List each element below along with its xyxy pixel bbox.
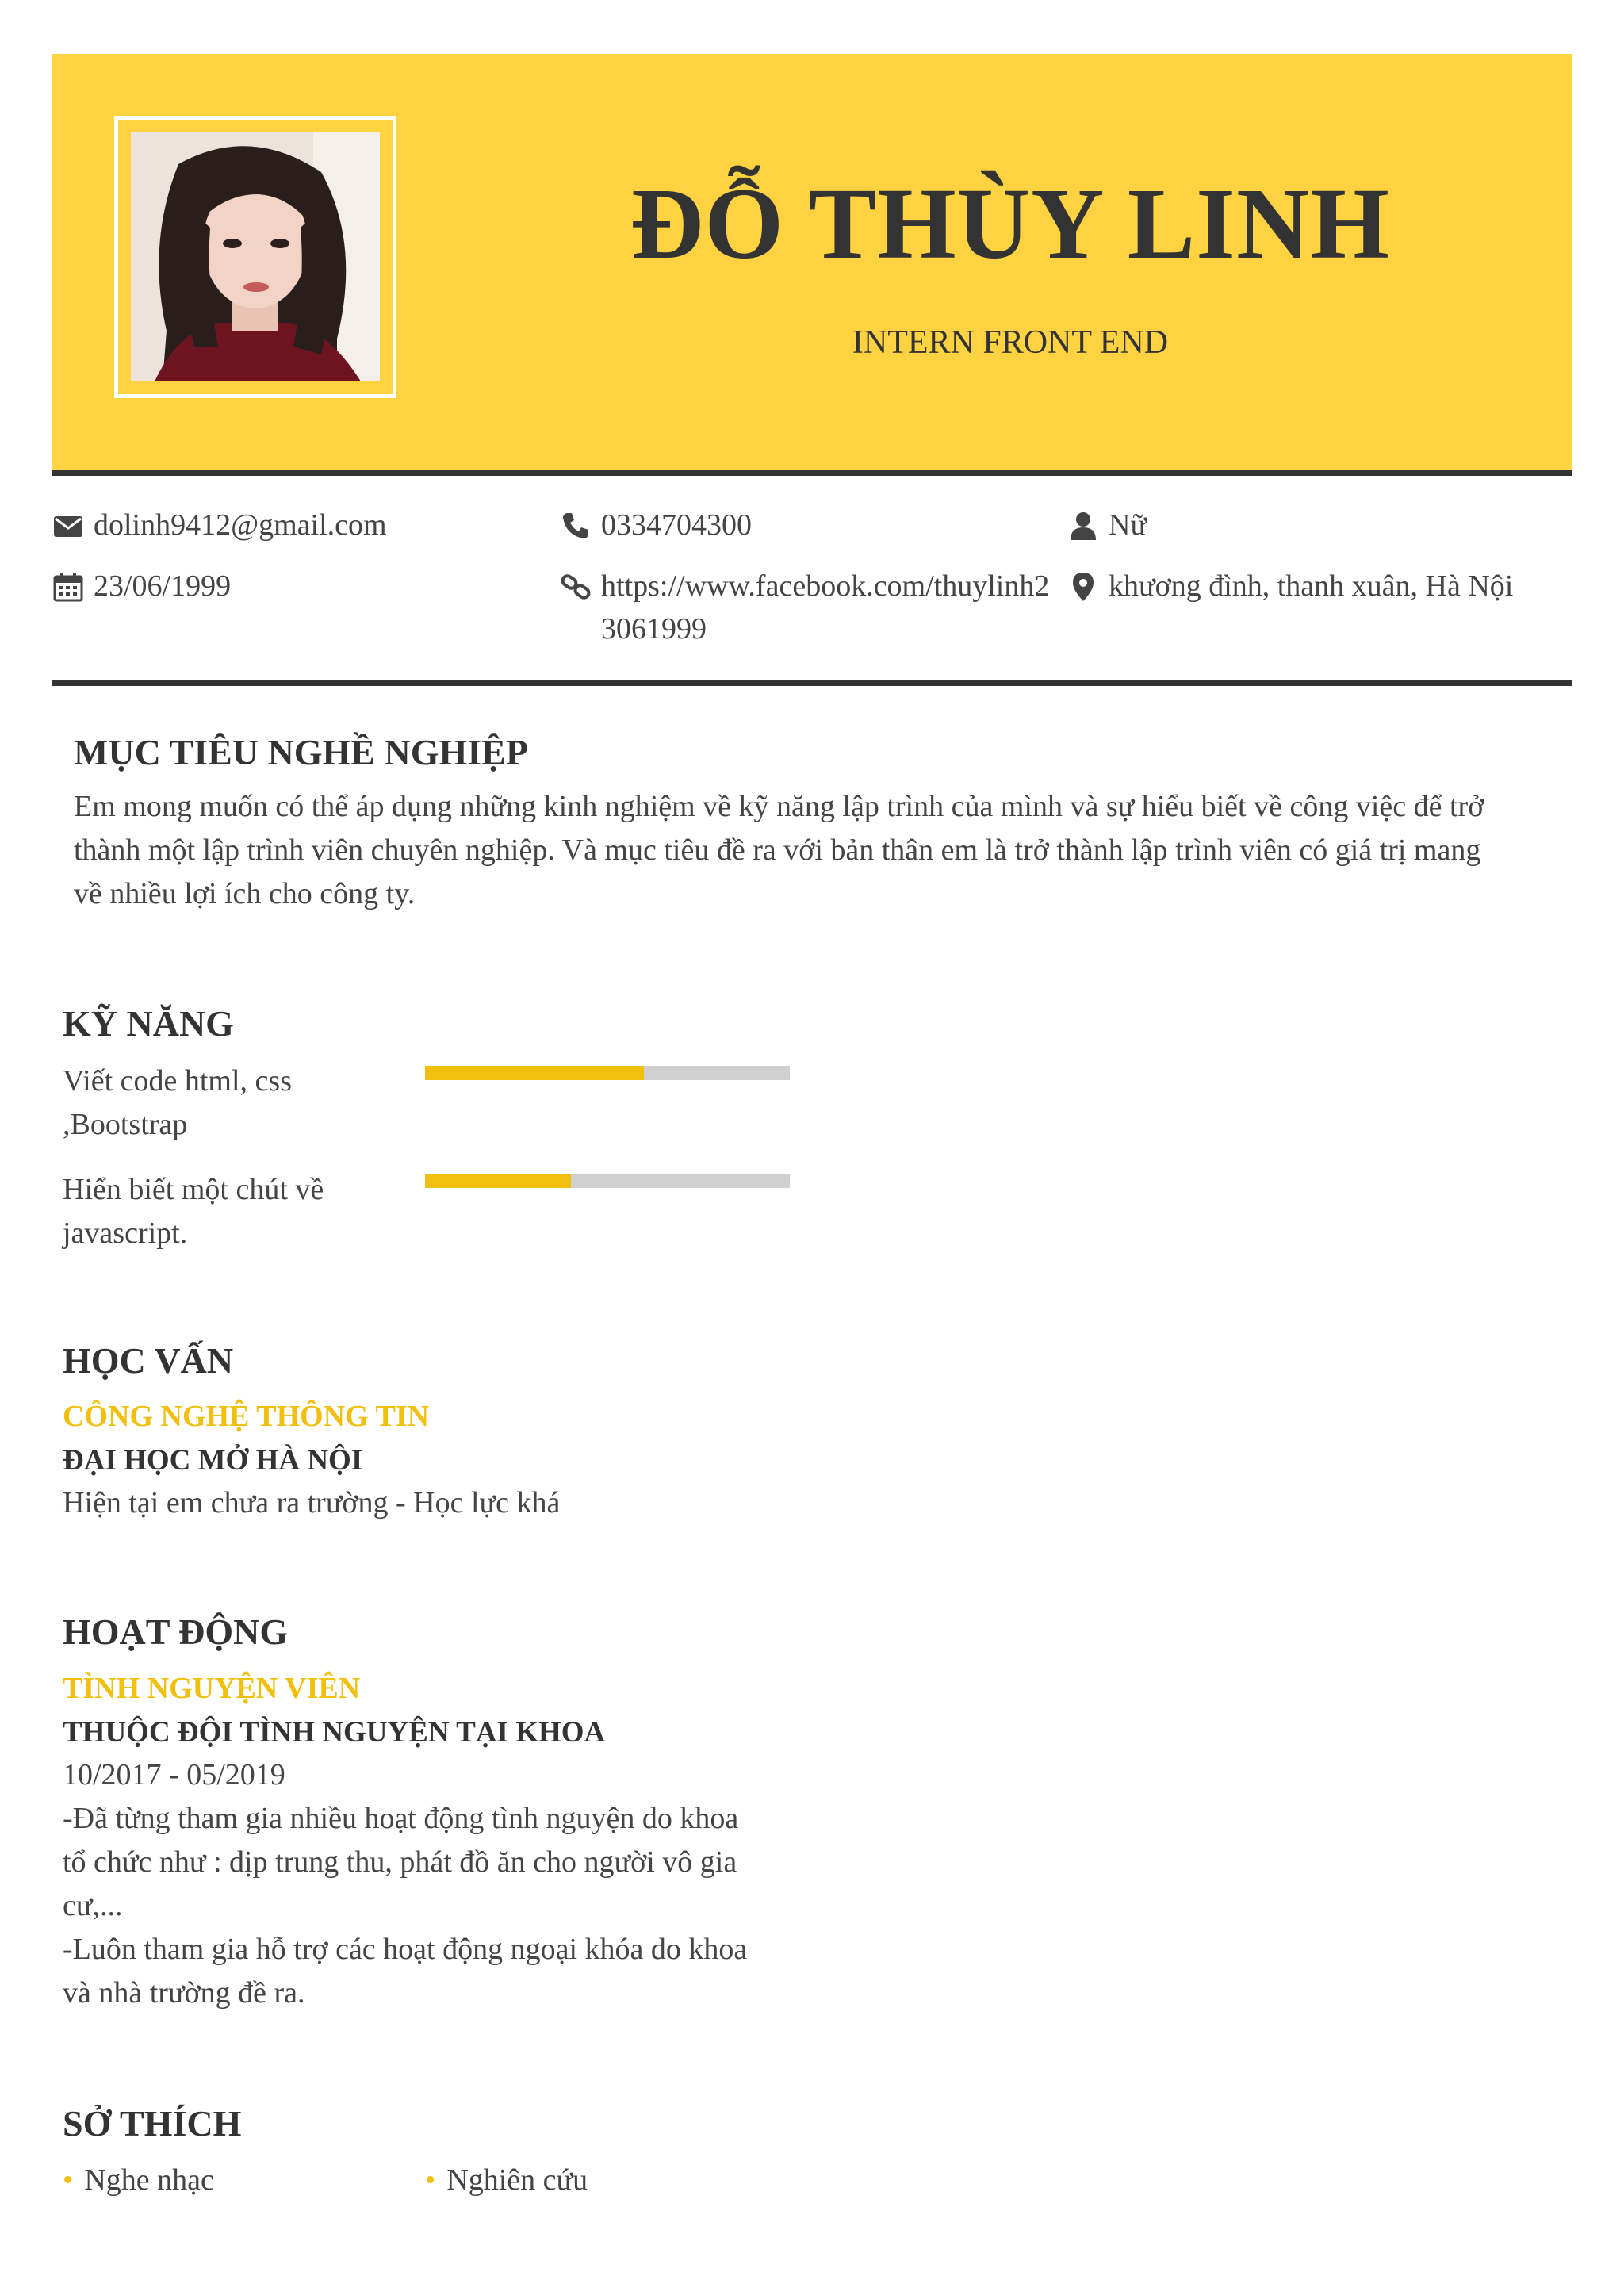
- skill-item: [63, 1168, 396, 1255]
- header-divider: [52, 470, 1572, 476]
- job-title: INTERN FRONT END: [852, 324, 1169, 361]
- activity-period: 10/2017 - 05/2019: [63, 1758, 285, 1791]
- objective-text: [74, 785, 1565, 916]
- activity-line: và nhà trường đề ra.: [63, 1976, 305, 2010]
- activity-line: -Đã từng tham gia nhiều hoạt động tình nguyện do khoa: [63, 1802, 739, 1835]
- activities-title: HOẠT ĐỘNG: [63, 1611, 289, 1652]
- objective-line: Em mong muốn có thể áp dụng những kinh nghiệm về kỹ năng lập trình của mình và sự hiểu biết về công việc để trở: [74, 790, 1484, 823]
- education-title: HỌC VẤN: [63, 1340, 234, 1381]
- objective-line: về nhiều lợi ích cho công ty.: [74, 877, 416, 910]
- skill-bar: [425, 1174, 790, 1188]
- skill-label: Hiển biết một chút về: [63, 1173, 324, 1206]
- activity-line: -Luôn tham gia hỗ trợ các hoạt động ngoại khóa do khoa: [63, 1933, 748, 1966]
- activity-org: THUỘC ĐỘI TÌNH NGUYỆN TẠI KHOA: [63, 1716, 606, 1749]
- hobby-item: [63, 2159, 214, 2201]
- hobby-label: Nghiên cứu: [446, 2163, 588, 2197]
- skill-label: Viết code html, css: [63, 1064, 292, 1098]
- candidate-name: ĐỖ THÙY LINH: [630, 167, 1390, 280]
- header-banner: [52, 54, 1572, 470]
- website-line-1[interactable]: https://www.facebook.com/thuylinh2: [601, 569, 1050, 603]
- email-text: dolinh9412@gmail.com: [94, 508, 387, 542]
- bullet-dot-icon: •: [63, 2163, 74, 2197]
- skills-title: KỸ NĂNG: [63, 1003, 234, 1044]
- education-note: Hiện tại em chưa ra trường - Học lực khá: [63, 1486, 561, 1519]
- avatar: [131, 132, 380, 381]
- education-school: ĐẠI HỌC MỞ HÀ NỘI: [63, 1444, 363, 1477]
- map-marker-icon: [1067, 571, 1099, 603]
- bullet-dot-icon: •: [425, 2163, 436, 2197]
- envelope-icon: [52, 510, 84, 542]
- contact-divider: [52, 680, 1572, 686]
- objective-line: thành một lập trình viên chuyên nghiệp. Và mục tiêu đề ra với bản thân em là trở thành lập trình viên có giá trị mang: [74, 833, 1481, 867]
- activity-line: cư,...: [63, 1889, 123, 1922]
- avatar-frame: [114, 116, 396, 398]
- hobby-item: [425, 2159, 588, 2201]
- hobby-label: Nghe nhạc: [84, 2163, 214, 2197]
- education-major: CÔNG NGHỆ THÔNG TIN: [63, 1400, 430, 1433]
- skill-label: javascript.: [63, 1217, 188, 1250]
- activity-description: [63, 1797, 824, 2015]
- skill-bar: [425, 1066, 790, 1080]
- skill-bar-fill: [425, 1066, 644, 1080]
- objective-title: MỤC TIÊU NGHỀ NGHIỆP: [74, 732, 528, 772]
- activity-role: TÌNH NGUYỆN VIÊN: [63, 1672, 361, 1705]
- hobbies-title: SỞ THÍCH: [63, 2103, 242, 2144]
- phone-text: 0334704300: [601, 508, 752, 542]
- skill-bar-fill: [425, 1174, 571, 1188]
- phone-icon: [560, 510, 592, 542]
- gender-text: Nữ: [1109, 508, 1147, 542]
- link-icon: [560, 571, 592, 603]
- skill-item: [63, 1059, 396, 1147]
- birthday-text: 23/06/1999: [94, 569, 232, 603]
- calendar-icon: [52, 571, 84, 603]
- activity-line: tổ chức như : dịp trung thu, phát đồ ăn cho người vô gia: [63, 1845, 737, 1879]
- avatar-photo: [131, 132, 380, 381]
- address-text: khương đình, thanh xuân, Hà Nội: [1109, 569, 1514, 603]
- website-line-2[interactable]: 3061999: [601, 612, 707, 646]
- skill-label: ,Bootstrap: [63, 1108, 188, 1141]
- user-icon: [1067, 510, 1099, 542]
